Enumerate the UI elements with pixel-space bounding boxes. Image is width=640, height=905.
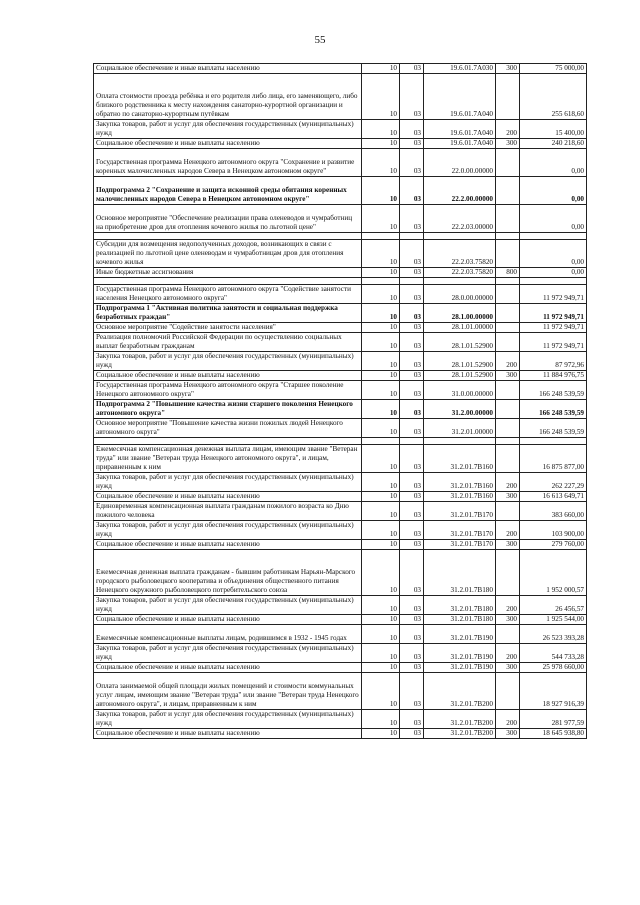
row-target-article: 22.2.00.00000: [424, 177, 496, 205]
row-amount: 18 927 916,39: [520, 673, 587, 710]
row-name: Государственная программа Ненецкого автономного округа "Содействие занятости населения Ненецкого автономного округа": [94, 285, 362, 304]
row-expense-type: [496, 438, 520, 445]
row-target-article: 31.2.01.7В200: [424, 673, 496, 710]
row-subsection: 03: [400, 521, 424, 540]
row-expense-type: 200: [496, 644, 520, 663]
row-section: [362, 233, 400, 240]
row-name: Закупка товаров, работ и услуг для обеспечения государственных (муниципальных) нужд: [94, 352, 362, 371]
row-name: Подпрограмма 2 "Сохранение и защита исконной среды обитания коренных малочисленных народов Севера в Ненецком автономном округе": [94, 177, 362, 205]
row-amount: 75 000,00: [520, 64, 587, 74]
row-amount: 279 760,00: [520, 540, 587, 550]
row-name: Иные бюджетные ассигнования: [94, 268, 362, 278]
row-amount: [520, 438, 587, 445]
row-amount: 262 227,29: [520, 473, 587, 492]
row-section: 10: [362, 710, 400, 729]
row-expense-type: 200: [496, 596, 520, 615]
row-amount: 281 977,59: [520, 710, 587, 729]
row-expense-type: 200: [496, 120, 520, 139]
row-expense-type: [496, 550, 520, 596]
row-amount: 26 523 393,28: [520, 625, 587, 644]
row-expense-type: [496, 278, 520, 285]
table-row: [94, 333, 587, 352]
table-row: [94, 352, 587, 371]
row-section: 10: [362, 625, 400, 644]
row-name: [94, 233, 362, 240]
table-row: [94, 663, 587, 673]
row-subsection: 03: [400, 502, 424, 521]
row-name: [94, 278, 362, 285]
row-amount: 11 972 949,71: [520, 323, 587, 333]
row-target-article: 22.2.03.75820: [424, 268, 496, 278]
table-row: [94, 625, 587, 644]
row-amount: 11 972 949,71: [520, 285, 587, 304]
row-amount: 18 645 938,80: [520, 729, 587, 739]
row-target-article: 31.2.01.7В170: [424, 502, 496, 521]
row-target-article: 28.1.01.52900: [424, 352, 496, 371]
row-subsection: 03: [400, 333, 424, 352]
row-amount: 11 884 976,75: [520, 371, 587, 381]
row-section: 10: [362, 285, 400, 304]
row-expense-type: [496, 205, 520, 233]
row-amount: 1 952 000,57: [520, 550, 587, 596]
row-section: 10: [362, 445, 400, 473]
row-target-article: 28.1.01.52900: [424, 371, 496, 381]
row-target-article: 31.2.01.7В180: [424, 550, 496, 596]
table-row: [94, 149, 587, 177]
row-amount: 11 972 949,71: [520, 333, 587, 352]
row-subsection: 03: [400, 550, 424, 596]
row-name: Закупка товаров, работ и услуг для обеспечения государственных (муниципальных) нужд: [94, 644, 362, 663]
row-section: 10: [362, 473, 400, 492]
row-amount: 16 613 649,71: [520, 492, 587, 502]
row-expense-type: 300: [496, 663, 520, 673]
row-expense-type: 300: [496, 64, 520, 74]
row-target-article: 31.2.01.7В190: [424, 644, 496, 663]
table-row: [94, 278, 587, 285]
row-name: Подпрограмма 1 "Активная политика занятости и социальная поддержка безработных граждан": [94, 304, 362, 323]
row-target-article: 28.1.01.00000: [424, 323, 496, 333]
row-name: Социальное обеспечение и иные выплаты населению: [94, 492, 362, 502]
row-expense-type: 300: [496, 615, 520, 625]
row-amount: 103 900,00: [520, 521, 587, 540]
row-target-article: 22.2.03.75820: [424, 240, 496, 268]
row-subsection: 03: [400, 205, 424, 233]
row-section: 10: [362, 644, 400, 663]
row-section: 10: [362, 492, 400, 502]
table-row: [94, 615, 587, 625]
table-row: [94, 419, 587, 438]
row-subsection: 03: [400, 729, 424, 739]
row-expense-type: 200: [496, 473, 520, 492]
row-name: Основное мероприятие "Обеспечение реализации права оленеводов и чумработниц на приобретение дров для отопления кочевого жилья по льготной цене": [94, 205, 362, 233]
row-section: 10: [362, 304, 400, 323]
row-expense-type: 200: [496, 710, 520, 729]
row-expense-type: 200: [496, 352, 520, 371]
table-row: [94, 473, 587, 492]
table-row: [94, 233, 587, 240]
row-amount: 240 218,60: [520, 139, 587, 149]
row-subsection: 03: [400, 120, 424, 139]
table-row: [94, 120, 587, 139]
row-target-article: 31.0.00.00000: [424, 381, 496, 400]
table-row: [94, 64, 587, 74]
row-name: Социальное обеспечение и иные выплаты населению: [94, 729, 362, 739]
row-target-article: 31.2.01.7В190: [424, 625, 496, 644]
row-name: Ежемесячные компенсационные выплаты лицам, родившимся в 1932 - 1945 годах: [94, 625, 362, 644]
row-subsection: 03: [400, 673, 424, 710]
row-section: 10: [362, 521, 400, 540]
row-amount: 255 618,60: [520, 74, 587, 120]
row-subsection: [400, 233, 424, 240]
row-section: 10: [362, 240, 400, 268]
table-row: [94, 540, 587, 550]
row-expense-type: [496, 74, 520, 120]
row-section: 10: [362, 268, 400, 278]
row-section: 10: [362, 502, 400, 521]
table-row: [94, 550, 587, 596]
row-subsection: 03: [400, 625, 424, 644]
row-subsection: 03: [400, 304, 424, 323]
table-row: [94, 710, 587, 729]
row-amount: 383 660,00: [520, 502, 587, 521]
row-expense-type: [496, 240, 520, 268]
row-subsection: 03: [400, 268, 424, 278]
row-section: [362, 278, 400, 285]
row-amount: 0,00: [520, 268, 587, 278]
budget-table: [93, 63, 587, 739]
page-number: 55: [314, 34, 326, 46]
row-expense-type: [496, 149, 520, 177]
row-name: Государственная программа Ненецкого автономного округа "Сохранение и развитие коренных малочисленных народов Севера в Ненецком автономном округе": [94, 149, 362, 177]
row-amount: 0,00: [520, 205, 587, 233]
row-name: Основное мероприятие "Повышение качества жизни пожилых людей Ненецкого автономного округа": [94, 419, 362, 438]
row-name: Подпрограмма 2 "Повышение качества жизни старшего поколения Ненецкого автономного округа": [94, 400, 362, 419]
row-subsection: 03: [400, 710, 424, 729]
table-row: [94, 729, 587, 739]
row-section: 10: [362, 381, 400, 400]
row-amount: 166 248 539,59: [520, 419, 587, 438]
table-row: [94, 74, 587, 120]
row-expense-type: 300: [496, 729, 520, 739]
row-name: Основное мероприятие "Содействие занятости населения": [94, 323, 362, 333]
row-expense-type: [496, 304, 520, 323]
row-name: Закупка товаров, работ и услуг для обеспечения государственных (муниципальных) нужд: [94, 710, 362, 729]
row-amount: 0,00: [520, 177, 587, 205]
row-subsection: 03: [400, 381, 424, 400]
row-subsection: 03: [400, 149, 424, 177]
row-expense-type: 300: [496, 492, 520, 502]
table-row: [94, 139, 587, 149]
row-subsection: 03: [400, 64, 424, 74]
row-expense-type: [496, 400, 520, 419]
row-expense-type: 800: [496, 268, 520, 278]
row-target-article: 31.2.01.7В160: [424, 492, 496, 502]
row-expense-type: 300: [496, 139, 520, 149]
row-target-article: 31.2.01.7В180: [424, 615, 496, 625]
row-subsection: 03: [400, 540, 424, 550]
row-expense-type: 300: [496, 540, 520, 550]
row-target-article: 31.2.01.7В170: [424, 521, 496, 540]
row-target-article: 19.6.01.7А040: [424, 120, 496, 139]
row-amount: 166 248 539,59: [520, 381, 587, 400]
table-row: [94, 521, 587, 540]
row-amount: 544 733,28: [520, 644, 587, 663]
row-section: 10: [362, 673, 400, 710]
table-row: [94, 371, 587, 381]
row-target-article: 28.1.00.00000: [424, 304, 496, 323]
row-amount: 166 248 539,59: [520, 400, 587, 419]
row-amount: 11 972 949,71: [520, 304, 587, 323]
row-expense-type: [496, 177, 520, 205]
row-section: 10: [362, 205, 400, 233]
row-expense-type: [496, 419, 520, 438]
row-name: Государственная программа Ненецкого автономного округа "Старшее поколение Ненецкого автономного округа": [94, 381, 362, 400]
table-row: [94, 240, 587, 268]
row-name: Социальное обеспечение и иные выплаты населению: [94, 139, 362, 149]
row-section: 10: [362, 663, 400, 673]
table-row: [94, 438, 587, 445]
row-name: Закупка товаров, работ и услуг для обеспечения государственных (муниципальных) нужд: [94, 120, 362, 139]
row-section: 10: [362, 550, 400, 596]
row-target-article: 31.2.00.00000: [424, 400, 496, 419]
row-name: Социальное обеспечение и иные выплаты населению: [94, 540, 362, 550]
row-section: 10: [362, 177, 400, 205]
row-expense-type: 200: [496, 521, 520, 540]
row-expense-type: [496, 625, 520, 644]
row-amount: 0,00: [520, 149, 587, 177]
table-row: [94, 673, 587, 710]
table-row: [94, 381, 587, 400]
row-amount: 16 875 877,00: [520, 445, 587, 473]
row-name: [94, 438, 362, 445]
row-name: Субсидии для возмещения недополученных доходов, возникающих в связи с реализацией по льготной цене оленеводам и чумработницам дров для отопления кочевого жилья: [94, 240, 362, 268]
row-name: Ежемесячная денежная выплата гражданам - бывшим работникам Нарьян-Марского городского рыболовецкого кооператива и объединения общественного питания Ненецкого окружного рыболовецкого потребительского союза: [94, 550, 362, 596]
row-name: Закупка товаров, работ и услуг для обеспечения государственных (муниципальных) нужд: [94, 473, 362, 492]
row-expense-type: [496, 381, 520, 400]
row-subsection: 03: [400, 352, 424, 371]
row-target-article: 31.2.01.7В200: [424, 710, 496, 729]
row-expense-type: [496, 285, 520, 304]
row-section: [362, 438, 400, 445]
table-row: [94, 177, 587, 205]
row-target-article: [424, 233, 496, 240]
row-amount: 1 925 544,00: [520, 615, 587, 625]
row-section: 10: [362, 596, 400, 615]
row-target-article: 28.0.00.00000: [424, 285, 496, 304]
row-name: Закупка товаров, работ и услуг для обеспечения государственных (муниципальных) нужд: [94, 596, 362, 615]
budget-table-body: [94, 64, 587, 739]
row-amount: [520, 233, 587, 240]
row-name: Ежемесячная компенсационная денежная выплата лицам, имеющим звание "Ветеран труда" или звание "Ветеран труда Ненецкого автономного округа", и лицам, приравненным к ним: [94, 445, 362, 473]
row-section: 10: [362, 540, 400, 550]
row-section: 10: [362, 149, 400, 177]
row-section: 10: [362, 74, 400, 120]
row-section: 10: [362, 352, 400, 371]
row-target-article: 31.2.01.7В190: [424, 663, 496, 673]
row-expense-type: 300: [496, 371, 520, 381]
row-subsection: 03: [400, 240, 424, 268]
row-subsection: [400, 438, 424, 445]
row-target-article: 19.6.01.7А040: [424, 139, 496, 149]
row-name: Реализация полномочий Российской Федерации по осуществлению социальных выплат безработным гражданам: [94, 333, 362, 352]
row-target-article: 22.2.03.00000: [424, 205, 496, 233]
table-row: [94, 445, 587, 473]
row-name: Единовременная компенсационная выплата гражданам пожилого возраста ко Дню пожилого человека: [94, 502, 362, 521]
row-section: 10: [362, 333, 400, 352]
row-subsection: 03: [400, 445, 424, 473]
row-amount: 0,00: [520, 240, 587, 268]
row-section: 10: [362, 64, 400, 74]
row-subsection: 03: [400, 323, 424, 333]
row-target-article: 31.2.01.7В180: [424, 596, 496, 615]
row-amount: 26 456,57: [520, 596, 587, 615]
row-section: 10: [362, 139, 400, 149]
row-name: Социальное обеспечение и иные выплаты населению: [94, 64, 362, 74]
row-name: Оплата занимаемой общей площади жилых помещений и стоимости коммунальных услуг лицам, имеющим звание "Ветеран труда" или звание "Ветеран труда Ненецкого автономного округа", и лицам, приравненным к ним: [94, 673, 362, 710]
row-target-article: 28.1.01.52900: [424, 333, 496, 352]
row-expense-type: [496, 445, 520, 473]
row-subsection: 03: [400, 371, 424, 381]
row-expense-type: [496, 233, 520, 240]
row-amount: 15 400,00: [520, 120, 587, 139]
row-section: 10: [362, 419, 400, 438]
row-section: 10: [362, 120, 400, 139]
row-name: Оплата стоимости проезда ребёнка и его родителя либо лица, его заменяющего, либо близкого родственника к месту нахождения санаторно-курортной организации и обратно по санаторно-курортным путёвкам: [94, 74, 362, 120]
row-expense-type: [496, 333, 520, 352]
row-target-article: 22.0.00.00000: [424, 149, 496, 177]
table-row: [94, 304, 587, 323]
row-target-article: 31.2.01.7В200: [424, 729, 496, 739]
row-subsection: 03: [400, 644, 424, 663]
table-row: [94, 492, 587, 502]
row-subsection: 03: [400, 419, 424, 438]
row-expense-type: [496, 673, 520, 710]
row-section: 10: [362, 371, 400, 381]
table-row: [94, 323, 587, 333]
row-target-article: 31.2.01.00000: [424, 419, 496, 438]
row-expense-type: [496, 323, 520, 333]
row-subsection: 03: [400, 473, 424, 492]
row-subsection: 03: [400, 492, 424, 502]
row-name: Социальное обеспечение и иные выплаты населению: [94, 663, 362, 673]
table-row: [94, 644, 587, 663]
table-row: [94, 205, 587, 233]
row-target-article: [424, 278, 496, 285]
row-subsection: 03: [400, 615, 424, 625]
row-subsection: 03: [400, 285, 424, 304]
row-amount: 25 978 660,00: [520, 663, 587, 673]
row-subsection: 03: [400, 139, 424, 149]
row-subsection: 03: [400, 663, 424, 673]
row-name: Социальное обеспечение и иные выплаты населению: [94, 371, 362, 381]
row-name: Социальное обеспечение и иные выплаты населению: [94, 615, 362, 625]
row-subsection: 03: [400, 596, 424, 615]
table-row: [94, 400, 587, 419]
row-target-article: 31.2.01.7В160: [424, 445, 496, 473]
row-name: Закупка товаров, работ и услуг для обеспечения государственных (муниципальных) нужд: [94, 521, 362, 540]
row-target-article: 19.6.01.7А030: [424, 64, 496, 74]
row-target-article: [424, 438, 496, 445]
row-section: 10: [362, 400, 400, 419]
row-subsection: 03: [400, 177, 424, 205]
row-section: 10: [362, 615, 400, 625]
row-subsection: 03: [400, 400, 424, 419]
table-row: [94, 596, 587, 615]
row-amount: [520, 278, 587, 285]
row-subsection: 03: [400, 74, 424, 120]
table-row: [94, 502, 587, 521]
row-target-article: 31.2.01.7В160: [424, 473, 496, 492]
row-subsection: [400, 278, 424, 285]
table-row: [94, 285, 587, 304]
row-expense-type: [496, 502, 520, 521]
row-section: 10: [362, 323, 400, 333]
row-target-article: 31.2.01.7В170: [424, 540, 496, 550]
row-amount: 87 972,96: [520, 352, 587, 371]
row-section: 10: [362, 729, 400, 739]
table-row: [94, 268, 587, 278]
row-target-article: 19.6.01.7А040: [424, 74, 496, 120]
